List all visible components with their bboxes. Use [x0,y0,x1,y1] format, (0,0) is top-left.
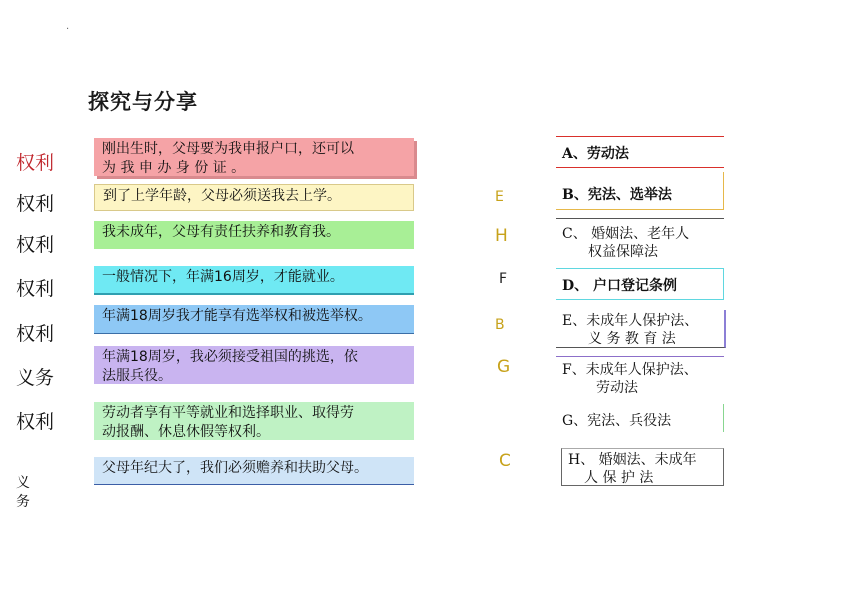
label-right-4: 权利 [16,278,55,300]
statement-text: 年满18周岁我才能享有选举权和被选举权。 [102,308,372,324]
answer-letter-6: C [499,451,511,471]
label-right-7: 权利 [16,411,55,433]
statement-box-6[interactable] [94,346,414,384]
option-text: 权益保障法 [588,244,658,260]
answer-letter-2: H [495,226,508,246]
decorative-dot: · [66,24,70,35]
statement-text: 到了上学年龄，父母必须送我去上学。 [103,188,341,204]
option-a[interactable] [556,136,724,168]
statement-text: 年满18周岁，我必须接受祖国的挑选，依 [102,349,358,365]
option-text: D、 户口登记条例 [562,278,678,294]
statement-text: 劳动者享有平等就业和选择职业、取得劳 [102,405,354,421]
option-d[interactable] [556,268,724,300]
statement-box-2[interactable] [94,184,414,211]
statement-box-1[interactable] [94,138,414,176]
page-title: 探究与分享 [88,90,198,114]
option-text: G、宪法、兵役法 [562,413,672,429]
statement-box-3[interactable] [94,221,414,249]
statement-box-7[interactable] [94,402,414,440]
option-h[interactable] [561,448,724,486]
label-right-2: 权利 [16,193,55,215]
option-f[interactable] [556,356,724,400]
label-right-5: 权利 [16,323,55,345]
label-duty-8: 义 务 [16,475,30,510]
statement-text: 一般情况下，年满16周岁，才能就业。 [102,269,344,285]
option-text: H、 婚姻法、未成年 [568,452,697,468]
answer-letter-4: B [495,317,505,333]
statement-box-4[interactable] [94,266,414,295]
statement-text: 动报酬、休息休假等权利。 [102,424,270,440]
answer-letter-5: G [497,357,511,377]
option-b[interactable] [556,172,724,210]
statement-box-8[interactable] [94,457,414,485]
label-right-1: 权利 [16,152,55,174]
option-text: 劳动法 [596,380,638,396]
option-text: 义 务 教 育 法 [588,331,676,347]
option-e[interactable] [556,310,726,348]
label-right-3: 权利 [16,234,55,256]
option-text: E、未成年人保护法、 [562,313,699,329]
answer-letter-1: E [495,189,504,205]
statement-text: 法服兵役。 [102,368,172,384]
statement-box-5[interactable] [94,305,414,334]
option-text: C、 婚姻法、老年人 [562,226,690,242]
statement-text: 为 我 申 办 身 份 证 。 [102,160,246,176]
statement-text: 刚出生时，父母要为我申报户口，还可以 [102,141,354,157]
option-c[interactable] [556,218,724,264]
option-text: B、宪法、选举法 [562,187,672,203]
answer-letter-3: F [499,271,508,287]
option-text: 人 保 护 法 [584,470,654,486]
option-text: F、未成年人保护法、 [562,362,698,378]
option-g[interactable] [556,404,724,432]
statement-text: 我未成年，父母有责任扶养和教育我。 [102,224,340,240]
label-duty-6: 义务 [16,367,55,389]
option-text: A、劳动法 [562,146,629,162]
statement-text: 父母年纪大了，我们必须赡养和扶助父母。 [102,460,368,476]
